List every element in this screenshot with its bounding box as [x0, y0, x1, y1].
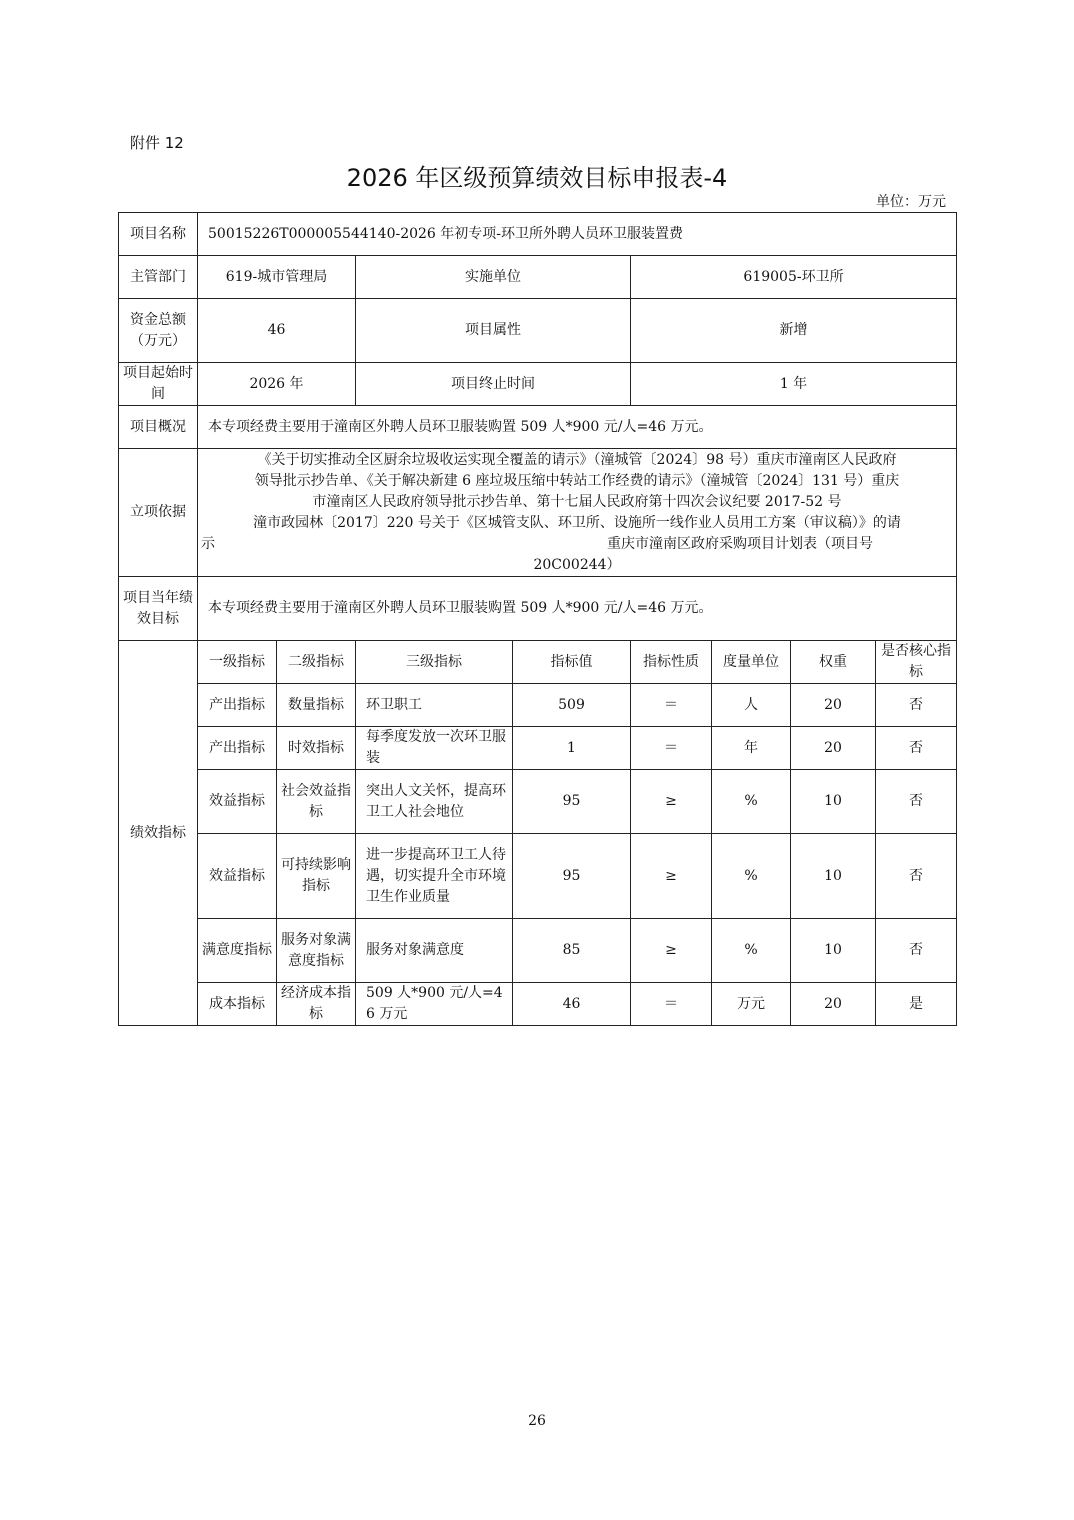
page-title: 2026 年区级预算绩效目标申报表-4	[346, 164, 728, 192]
attachment-label: 附件 12	[130, 134, 184, 152]
row-project-name	[119, 213, 957, 256]
value-cell: 1	[513, 727, 631, 770]
core-cell: 是	[876, 983, 957, 1026]
row-department	[119, 256, 957, 299]
unit-cell: %	[712, 834, 791, 919]
level3-cell: 进一步提高环卫工人待遇，切实提升全市环境卫生作业质量	[356, 834, 513, 919]
nature-cell: ≥	[631, 919, 712, 983]
unit-cell: 年	[712, 727, 791, 770]
level3-cell: 环卫职工	[356, 684, 513, 727]
department-value: 619-城市管理局	[198, 256, 356, 299]
weight-cell: 10	[791, 919, 876, 983]
weight-cell: 20	[791, 727, 876, 770]
unit-label: 单位：万元	[876, 194, 946, 210]
indicator-row	[119, 684, 957, 727]
core-cell: 否	[876, 684, 957, 727]
implementing-unit-label: 实施单位	[356, 256, 631, 299]
start-time-label: 项目起始时间	[119, 363, 198, 406]
annual-goal-label: 项目当年绩效目标	[119, 577, 198, 641]
overview-label: 项目概况	[119, 406, 198, 449]
end-time-value: 1 年	[631, 363, 957, 406]
weight-cell: 10	[791, 834, 876, 919]
level3-cell: 每季度发放一次环卫服装	[356, 727, 513, 770]
level1-cell: 效益指标	[198, 834, 277, 919]
level2-cell: 服务对象满意度指标	[277, 919, 356, 983]
basis-value	[198, 449, 957, 577]
header-value: 指标值	[513, 641, 631, 684]
header-nature: 指标性质	[631, 641, 712, 684]
fund-total-label: 资金总额（万元）	[119, 299, 198, 363]
basis-line: 领导批示抄告单、《关于解决新建 6 座垃圾压缩中转站工作经费的请示》（潼城管〔2024〕131 号）重庆	[254, 472, 900, 489]
indicator-row	[119, 727, 957, 770]
end-time-label: 项目终止时间	[356, 363, 631, 406]
department-label: 主管部门	[119, 256, 198, 299]
basis-line: 示	[201, 535, 215, 552]
unit-cell: %	[712, 919, 791, 983]
level3-cell: 服务对象满意度	[356, 919, 513, 983]
basis-label: 立项依据	[119, 449, 198, 577]
header-core: 是否核心指标	[876, 641, 957, 684]
value-cell: 95	[513, 834, 631, 919]
implementing-unit-value: 619005-环卫所	[631, 256, 957, 299]
project-attribute-label: 项目属性	[356, 299, 631, 363]
level3-cell: 509 人*900 元/人=46 万元	[356, 983, 513, 1026]
fund-total-value: 46	[198, 299, 356, 363]
level2-cell: 时效指标	[277, 727, 356, 770]
unit-cell: 万元	[712, 983, 791, 1026]
nature-cell: ≥	[631, 834, 712, 919]
level2-cell: 数量指标	[277, 684, 356, 727]
level2-cell: 可持续影响指标	[277, 834, 356, 919]
core-cell: 否	[876, 919, 957, 983]
indicator-header-row	[119, 641, 957, 684]
nature-cell: ＝	[631, 983, 712, 1026]
start-time-value: 2026 年	[198, 363, 356, 406]
header-level3: 三级指标	[356, 641, 513, 684]
header-weight: 权重	[791, 641, 876, 684]
page-number: 26	[528, 1413, 546, 1429]
core-cell: 否	[876, 834, 957, 919]
budget-performance-table	[118, 212, 957, 1026]
value-cell: 509	[513, 684, 631, 727]
basis-line: 20C00244）	[533, 556, 621, 573]
project-name-value: 50015226T000005544140-2026 年初专项-环卫所外聘人员环卫服装置费	[198, 213, 957, 256]
annual-goal-value: 本专项经费主要用于潼南区外聘人员环卫服装购置 509 人*900 元/人=46 万元。	[198, 577, 957, 641]
weight-cell: 20	[791, 983, 876, 1026]
level1-cell: 产出指标	[198, 684, 277, 727]
weight-cell: 20	[791, 684, 876, 727]
level1-cell: 成本指标	[198, 983, 277, 1026]
row-annual-goal	[119, 577, 957, 641]
level1-cell: 满意度指标	[198, 919, 277, 983]
level2-cell: 经济成本指标	[277, 983, 356, 1026]
value-cell: 95	[513, 770, 631, 834]
header-level2: 二级指标	[277, 641, 356, 684]
header-unit: 度量单位	[712, 641, 791, 684]
nature-cell: ≥	[631, 770, 712, 834]
level1-cell: 效益指标	[198, 770, 277, 834]
project-attribute-value: 新增	[631, 299, 957, 363]
core-cell: 否	[876, 727, 957, 770]
nature-cell: ＝	[631, 727, 712, 770]
value-cell: 85	[513, 919, 631, 983]
header-level1: 一级指标	[198, 641, 277, 684]
indicator-row	[119, 983, 957, 1026]
weight-cell: 10	[791, 770, 876, 834]
indicator-row	[119, 770, 957, 834]
basis-line: 市潼南区人民政府领导批示抄告单、第十七届人民政府第十四次会议纪要 2017-52 号	[312, 493, 842, 510]
unit-cell: 人	[712, 684, 791, 727]
value-cell: 46	[513, 983, 631, 1026]
row-basis	[119, 449, 957, 577]
overview-value: 本专项经费主要用于潼南区外聘人员环卫服装购置 509 人*900 元/人=46 万元。	[198, 406, 957, 449]
nature-cell: ＝	[631, 684, 712, 727]
core-cell: 否	[876, 770, 957, 834]
indicator-row	[119, 834, 957, 919]
row-period	[119, 363, 957, 406]
unit-cell: %	[712, 770, 791, 834]
indicator-section-label: 绩效指标	[119, 641, 198, 1026]
level1-cell: 产出指标	[198, 727, 277, 770]
level3-cell: 突出人文关怀，提高环卫工人社会地位	[356, 770, 513, 834]
basis-line: 潼市政园林〔2017〕220 号关于《区城管支队、环卫所、设施所一线作业人员用工方案（审议稿）》的请	[253, 514, 901, 531]
row-fund	[119, 299, 957, 363]
indicator-row	[119, 919, 957, 983]
project-name-label: 项目名称	[119, 213, 198, 256]
basis-line: 《关于切实推动全区厨余垃圾收运实现全覆盖的请示》（潼城管〔2024〕98 号）重庆市潼南区人民政府	[257, 451, 897, 468]
basis-line: 重庆市潼南区政府采购项目计划表（项目号	[607, 535, 873, 552]
level2-cell: 社会效益指标	[277, 770, 356, 834]
row-overview	[119, 406, 957, 449]
